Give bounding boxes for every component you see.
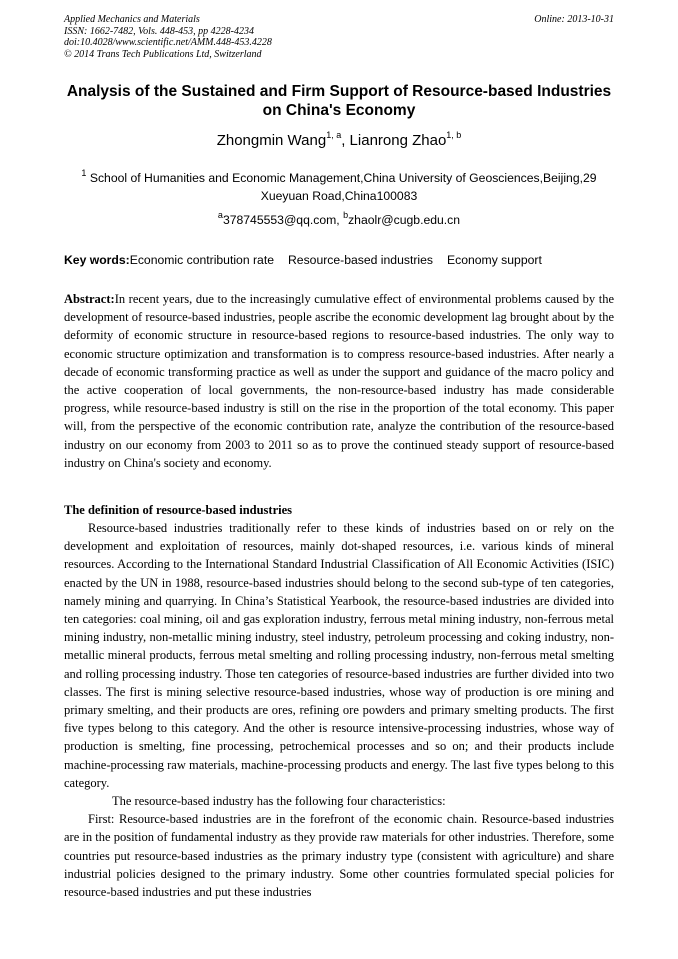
copyright-line: © 2014 Trans Tech Publications Ltd, Switzerland <box>64 48 262 60</box>
online-date: Online: 2013-10-31 <box>534 14 614 25</box>
author-name: Lianrong Zhao <box>349 132 447 149</box>
email-mark: b <box>343 209 349 220</box>
abstract-colon: : <box>110 292 115 306</box>
email-list <box>64 211 614 229</box>
author-name: Zhongmin Wang <box>216 132 327 149</box>
affiliation-text: School of Humanities and Economic Management,China University of Geosciences,Beijing,29 Xueyuan Road,China100083 <box>89 171 597 203</box>
publication-info <box>64 14 272 60</box>
abstract <box>64 290 614 472</box>
keyword: Resource-based industries <box>288 253 433 267</box>
keyword: Economic contribution rate <box>129 253 274 267</box>
issn-line: ISSN: 1662-7482, Vols. 448-453, pp 4228-4234 <box>64 25 254 37</box>
author-affiliation-mark: 1, a <box>326 130 342 140</box>
abstract-text: In recent years, due to the increasingly cumulative effect of environmental problems caused by the development of resource-based industries, people ascribe the economic development lag brought about by the deformity of economic structure in resource-based regions to resource-based industries. The only way to economic structure optimization and transformation is to compress resource-based industries. After nearly a decade of economic transforming practice as well as under the support and guidance of the macro policy and the active cooperation of local governments, the non-resource-based industry has made considerable progress, while resource-based industry is still on the rise in the proportion of the total economy. This paper will, from the perspective of the economic contribution rate, analyze the contribution of the resource-based industry on our economy from 2003 to 2011 so as to prove the continued steady support of resource-based industry on China's society and economy. <box>64 292 614 470</box>
keywords-colon: : <box>125 253 130 267</box>
affiliation <box>64 169 614 205</box>
author-affiliation-mark: 1, b <box>446 130 462 140</box>
section-heading: The definition of resource-based industries <box>64 503 293 517</box>
journal-name: Applied Mechanics and Materials <box>64 14 200 25</box>
body-paragraph: The resource-based industry has the following four characteristics: <box>112 794 446 809</box>
affiliation-mark: 1 <box>81 167 87 178</box>
body-paragraph: First: Resource-based industries are in the forefront of the economic chain. Resource-based industries are in the position of fundamental industry as they provide raw materials for other industries. Therefore, some countries put resource-based industries as the primary industry type (consistent with agriculture) and share industrial policies designed to the primary industry. Some other countries formulated special policies for resource-based industries and put these industries <box>64 812 614 900</box>
abstract-label: Abstract <box>64 292 111 306</box>
section-body <box>64 519 614 901</box>
keyword: Economy support <box>446 253 542 267</box>
keywords-label: Key words <box>64 253 126 267</box>
email-address[interactable]: 378745553@qq.com <box>222 213 337 227</box>
email-mark: a <box>217 209 223 220</box>
email-address[interactable]: zhaolr@cugb.edu.cn <box>348 213 461 227</box>
author-separator: , <box>341 132 350 149</box>
abstract-paragraph <box>64 290 614 472</box>
email-separator: , <box>336 213 344 227</box>
body-paragraph: Resource-based industries traditionally refer to these kinds of industries based on or rely on the development and exploitation of resources, mainly dot-shaped resources, i.e. various kinds of mineral resources. According to the International Standard Industrial Classification of All Economic Activities (ISIC) enacted by the UN in 1988, resource-based industries should belong to the second sub-type of ten categories, namely mining and quarrying. In China’s Statistical Yearbook, the resource-based industries are divided into ten categories: coal mining, oil and gas exploration industry, ferrous metal mining industry, non-ferrous metal mining industry, non-metallic mining industry, steel industry, petroleum processing and coking industry, non-metallic mineral products, ferrous metal smelting and rolling processing industry, non-ferrous metal smelting and rolling processing industry. Those ten categories of resource-based industries are further divided into two classes. The first is mining selective resource-based industries, whose way of production is ore mining and primary smelting, and their products are ores, refining ore powders and primary smelting products. The first five types belong to this category. And the other is resource intensive-processing industries, whose way of production is smelting, fine processing, petrochemical processes and so on; and their products include machine-processing raw materials, machine-processing products and energy. The last five types belong to this category. <box>64 521 614 790</box>
paper-title: Analysis of the Sustained and Firm Support of Resource-based Industries on China's Economy <box>66 83 612 119</box>
author-list <box>64 131 614 151</box>
keywords-line <box>64 251 556 269</box>
doi-line: doi:10.4028/www.scientific.net/AMM.448-453.4228 <box>64 37 272 48</box>
